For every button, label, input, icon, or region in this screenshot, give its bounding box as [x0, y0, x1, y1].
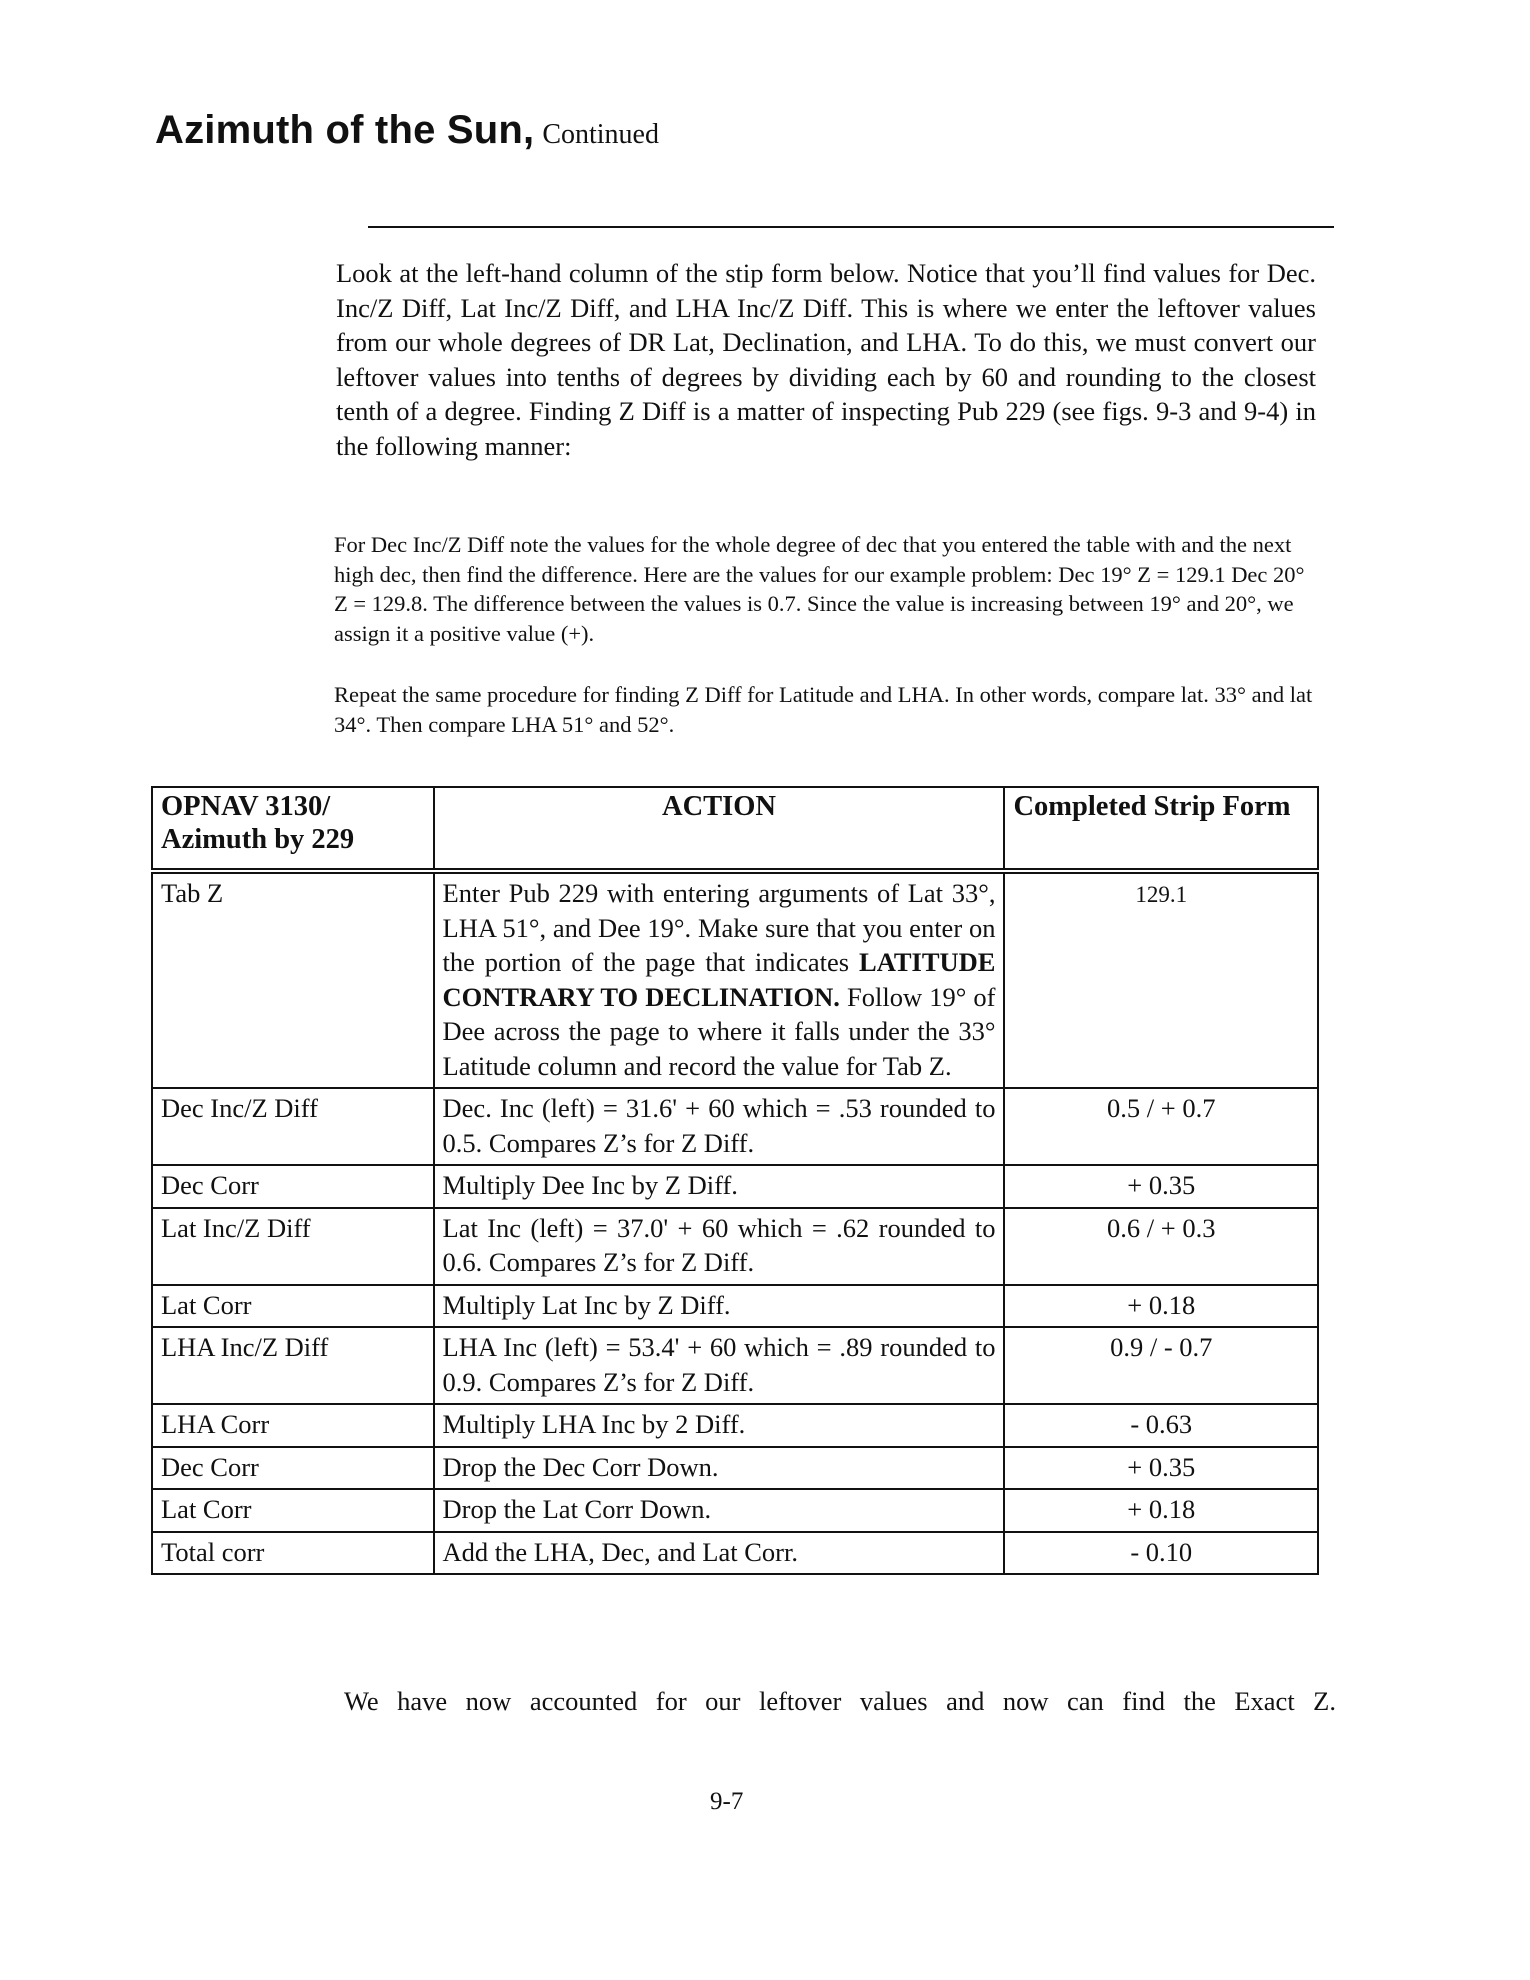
table-row — [152, 1447, 1318, 1490]
row-value: 0.6 / + 0.3 — [1004, 1208, 1318, 1285]
action-text-post: Follow 19° of Dee across the page to where it falls under the 33° Latitude column and record the value for Tab Z. — [442, 981, 996, 1081]
row-value: + 0.18 — [1004, 1489, 1318, 1532]
header-completed: Completed Strip Form — [1004, 787, 1318, 871]
intro-paragraph: Look at the left-hand column of the stip form below. Notice that you’ll find values for Dec. Inc/Z Diff, Lat Inc/Z Diff, and LHA Inc/Z Diff. This is where we enter the leftover values from our whole degrees of DR Lat, Declination, and LHA. To do this, we must convert our leftover values into tenths of degrees by dividing each by 60 and rounding to the closest tenth of a degree. Finding Z Diff is a matter of inspecting Pub 229 (see figs. 9-3 and 9-4) in the following manner: — [336, 258, 1316, 461]
table-row — [152, 1088, 1318, 1165]
row-action: LHA Inc (left) = 53.4' + 60 which = .89 rounded to 0.9. Compares Z’s for Z Diff. — [434, 1327, 1005, 1404]
row-action — [434, 871, 1005, 1088]
section-divider — [368, 226, 1334, 228]
row-label: Lat Inc/Z Diff — [152, 1208, 434, 1285]
row-label: LHA Corr — [152, 1404, 434, 1447]
title-continued: Continued — [542, 119, 659, 150]
row-label: Dec Corr — [152, 1165, 434, 1208]
action-text-pre: Enter Pub 229 with entering arguments of Lat 33°, LHA 51°, and Dee 19°. Make sure that you enter on the portion of the page that indicates — [442, 878, 996, 977]
row-label: Total corr — [152, 1532, 434, 1575]
page-number: 9-7 — [710, 1788, 744, 1815]
row-action: Drop the Dec Corr Down. — [434, 1447, 1005, 1490]
table-row — [152, 1404, 1318, 1447]
row-label: Lat Corr — [152, 1285, 434, 1328]
table-row — [152, 1532, 1318, 1575]
table-header-row — [152, 787, 1318, 871]
row-value — [1004, 871, 1318, 1088]
note-dec-diff: For Dec Inc/Z Diff note the values for the whole degree of dec that you entered the table with and the next high dec, then find the difference. Here are the values for our example problem: Dec 19° Z = 129.1 Dec 20° Z = 129.8. The difference between the values is 0.7. Since the value is increasing between 19° and 20°, we assign it a positive value (+). — [334, 532, 1305, 646]
row-label: Dec Corr — [152, 1447, 434, 1490]
row-action: Multiply LHA Inc by 2 Diff. — [434, 1404, 1005, 1447]
strip-form-table — [151, 786, 1319, 1575]
row-action: Drop the Lat Corr Down. — [434, 1489, 1005, 1532]
row-action: Add the LHA, Dec, and Lat Corr. — [434, 1532, 1005, 1575]
table-row — [152, 1285, 1318, 1328]
table-row — [152, 1165, 1318, 1208]
note-repeat-procedure: Repeat the same procedure for finding Z Diff for Latitude and LHA. In other words, compare lat. 33° and lat 34°. Then compare LHA 51° and 52°. — [334, 682, 1313, 737]
header-opnav-line1: OPNAV 3130/ — [161, 791, 331, 822]
row-action: Multiply Dee Inc by Z Diff. — [434, 1165, 1005, 1208]
table-row-tab-z — [152, 871, 1318, 1088]
row-label: LHA Inc/Z Diff — [152, 1327, 434, 1404]
title-main: Azimuth of the Sun, — [155, 108, 535, 152]
closing-sentence: We have now accounted for our leftover values and now can find the Exact Z. — [344, 1686, 1336, 1716]
row-value: - 0.63 — [1004, 1404, 1318, 1447]
row-value: + 0.35 — [1004, 1447, 1318, 1490]
row-value: 0.9 / - 0.7 — [1004, 1327, 1318, 1404]
row-action: Dec. Inc (left) = 31.6' + 60 which = .53 rounded to 0.5. Compares Z’s for Z Diff. — [434, 1088, 1005, 1165]
action-text-emphasis: LATITUDE CONTRARY TO DECLINATION. — [442, 947, 996, 1012]
row-action: Multiply Lat Inc by Z Diff. — [434, 1285, 1005, 1328]
row-value: - 0.10 — [1004, 1532, 1318, 1575]
row-value: + 0.18 — [1004, 1285, 1318, 1328]
row-value: 0.5 / + 0.7 — [1004, 1088, 1318, 1165]
row-label: Tab Z — [152, 871, 434, 1088]
tab-z-value: 129.1 — [1135, 882, 1188, 907]
row-label: Lat Corr — [152, 1489, 434, 1532]
header-action: ACTION — [434, 787, 1005, 871]
row-action: Lat Inc (left) = 37.0' + 60 which = .62 rounded to 0.6. Compares Z’s for Z Diff. — [434, 1208, 1005, 1285]
table-row — [152, 1327, 1318, 1404]
table-row — [152, 1208, 1318, 1285]
row-value: + 0.35 — [1004, 1165, 1318, 1208]
table-row — [152, 1489, 1318, 1532]
header-opnav-line2: Azimuth by 229 — [161, 824, 355, 855]
page-title — [155, 108, 659, 153]
row-label: Dec Inc/Z Diff — [152, 1088, 434, 1165]
header-opnav — [152, 787, 434, 871]
